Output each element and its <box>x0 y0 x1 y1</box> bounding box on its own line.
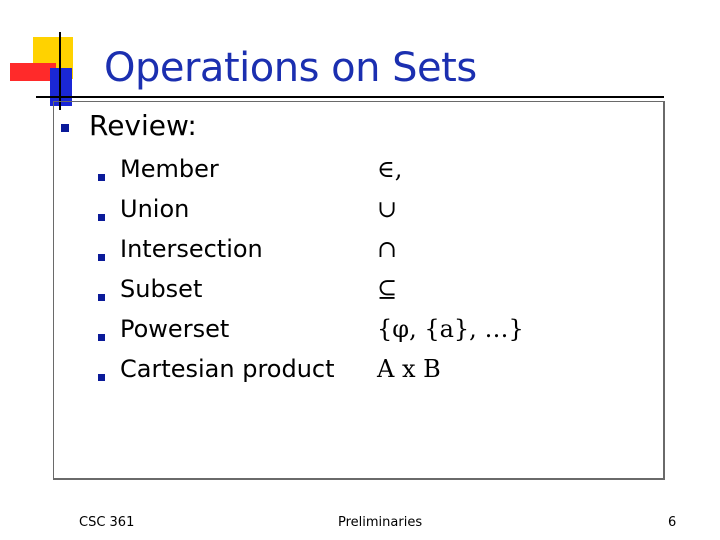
bullet-square-icon <box>98 294 105 301</box>
slide-title: Operations on Sets <box>104 45 477 91</box>
list-item-intersection: Intersection <box>120 235 263 263</box>
list-item-powerset: Powerset <box>120 315 230 343</box>
footer-course: CSC 361 <box>79 515 135 530</box>
bullet-square-icon <box>98 174 105 181</box>
page-number: 6 <box>668 515 677 530</box>
decor-vertical-line <box>59 32 61 110</box>
union-symbol: ∪ <box>377 195 398 223</box>
title-underline <box>36 96 664 98</box>
bullet-square-icon <box>98 214 105 221</box>
list-item-union: Union <box>120 195 190 223</box>
bullet-square-icon <box>98 254 105 261</box>
bullet-square-icon <box>98 374 105 381</box>
member-symbol: ∈, <box>377 155 403 183</box>
cartesian-product-symbol: A x B <box>377 355 441 383</box>
list-item-cartesian-product: Cartesian product <box>120 355 335 383</box>
intersection-symbol: ∩ <box>377 235 398 263</box>
powerset-symbol: {φ, {a}, …} <box>377 315 524 343</box>
list-item-subset: Subset <box>120 275 203 303</box>
list-item-member: Member <box>120 155 219 183</box>
footer-section: Preliminaries <box>338 515 423 530</box>
bullet-square-icon <box>61 124 69 132</box>
bullet-square-icon <box>98 334 105 341</box>
review-heading: Review: <box>89 109 197 142</box>
subset-symbol: ⊆ <box>377 275 398 303</box>
